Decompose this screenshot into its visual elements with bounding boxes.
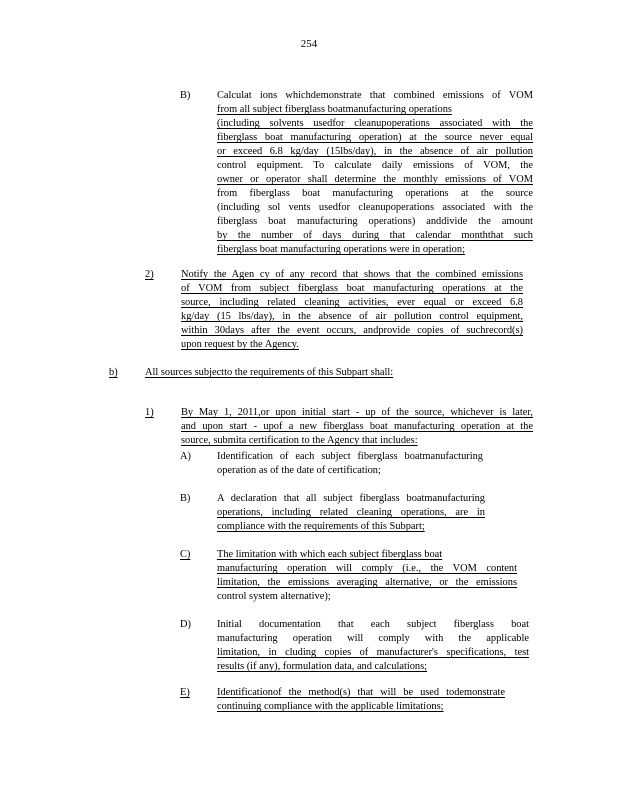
text-line: control equipment. To calculate daily emissions of VOM, the — [217, 160, 533, 171]
page-number: 254 — [300, 38, 318, 50]
item-label-C: C) — [180, 549, 191, 560]
text-line: manufacturing operation will comply with the applicable — [217, 633, 529, 644]
text-line: By May 1, 2011,or upon initial start - up of the source, whichever is later, — [181, 407, 533, 418]
text-line: of VOM from subject fiberglass boat manufacturing operations at the — [181, 283, 523, 294]
text-line: (including sol vents usedfor cleanupoperations associated with the — [217, 202, 533, 213]
text-line: source, including related cleaning activities, ever equal or exceed 6.8 — [181, 297, 523, 308]
item-label-1: 1) — [145, 407, 154, 418]
item-label-b: b) — [109, 367, 118, 378]
text-line: fiberglass boat manufacturing operations were in operation; — [217, 244, 465, 255]
item-label-A: A) — [180, 451, 191, 462]
text-line: A declaration that all subject fiberglass boatmanufacturing — [217, 493, 485, 504]
text-line: owner or operator shall determine the monthly emissions of VOM — [217, 174, 533, 185]
text-line: source, submita certification to the Agency that includes: — [181, 435, 418, 446]
text-line: limitation, the emissions averaging alternative, or the emissions — [217, 577, 517, 588]
text-line: control system alternative); — [217, 591, 331, 602]
text-line: upon request by the Agency. — [181, 339, 299, 350]
text-line: fiberglass boat manufacturing operation) at the source never equal — [217, 132, 533, 143]
text-line: compliance with the requirements of this Subpart; — [217, 521, 425, 532]
paragraph-identification — [217, 450, 483, 478]
text-line: continuing compliance with the applicable limitations; — [217, 701, 444, 712]
text-line: from fiberglass boat manufacturing operations at the source — [217, 188, 533, 199]
item-label-E: E) — [180, 687, 190, 698]
text-line: operations, including related cleaning operations, are in — [217, 507, 485, 518]
item-label-B2: B) — [180, 493, 191, 504]
paragraph-initial-documentation — [217, 618, 529, 674]
text-line: All sources subjectto the requirements of this Subpart shall: — [145, 367, 394, 378]
text-line: operation as of the date of certification; — [217, 465, 381, 476]
text-line: within 30days after the event occurs, andprovide copies of suchrecord(s) — [181, 325, 523, 336]
text-line: Identificationof the method(s) that will be used todemonstrate — [217, 687, 505, 698]
paragraph-calculations — [217, 89, 533, 257]
text-line: kg/day (15 lbs/day), in the absence of air pollution control equipment, — [181, 311, 523, 322]
text-line: (including solvents usedfor cleanupoperations associated with the — [217, 118, 533, 129]
text-line: fiberglass boat manufacturing operations) anddivide the amount — [217, 216, 533, 227]
paragraph-all-sources — [145, 366, 393, 380]
item-label-B: B) — [180, 90, 191, 101]
text-line: and upon start - upof a new fiberglass boat manufacturing operation at the — [181, 421, 533, 432]
text-line: manufacturing operation will comply (i.e., the VOM content — [217, 563, 517, 574]
text-line: Identification of each subject fiberglass boatmanufacturing — [217, 451, 483, 462]
item-label-2: 2) — [145, 269, 154, 280]
paragraph-certification — [181, 406, 533, 448]
text-line: from all subject fiberglass boatmanufacturing operations — [217, 104, 452, 115]
text-line: The limitation with which each subject fiberglass boat — [217, 549, 443, 560]
paragraph-identification-method — [217, 686, 505, 714]
text-line: or exceed 6.8 kg/day (15lbs/day), in the absence of air pollution — [217, 146, 533, 157]
text-line: Initial documentation that each subject fiberglass boat — [217, 619, 529, 630]
paragraph-notify — [181, 268, 523, 352]
text-line: by the number of days during that calendar monththat such — [217, 230, 533, 241]
text-line: results (if any), formulation data, and calculations; — [217, 661, 428, 672]
text-line: Notify the Agen cy of any record that shows that the combined emissions — [181, 269, 523, 280]
text-line: limitation, in cluding copies of manufacturer's specifications, test — [217, 647, 529, 658]
text-line: Calculat ions whichdemonstrate that combined emissions of VOM — [217, 90, 533, 101]
paragraph-declaration — [217, 492, 485, 534]
item-label-D: D) — [180, 619, 191, 630]
paragraph-limitation — [217, 548, 517, 604]
